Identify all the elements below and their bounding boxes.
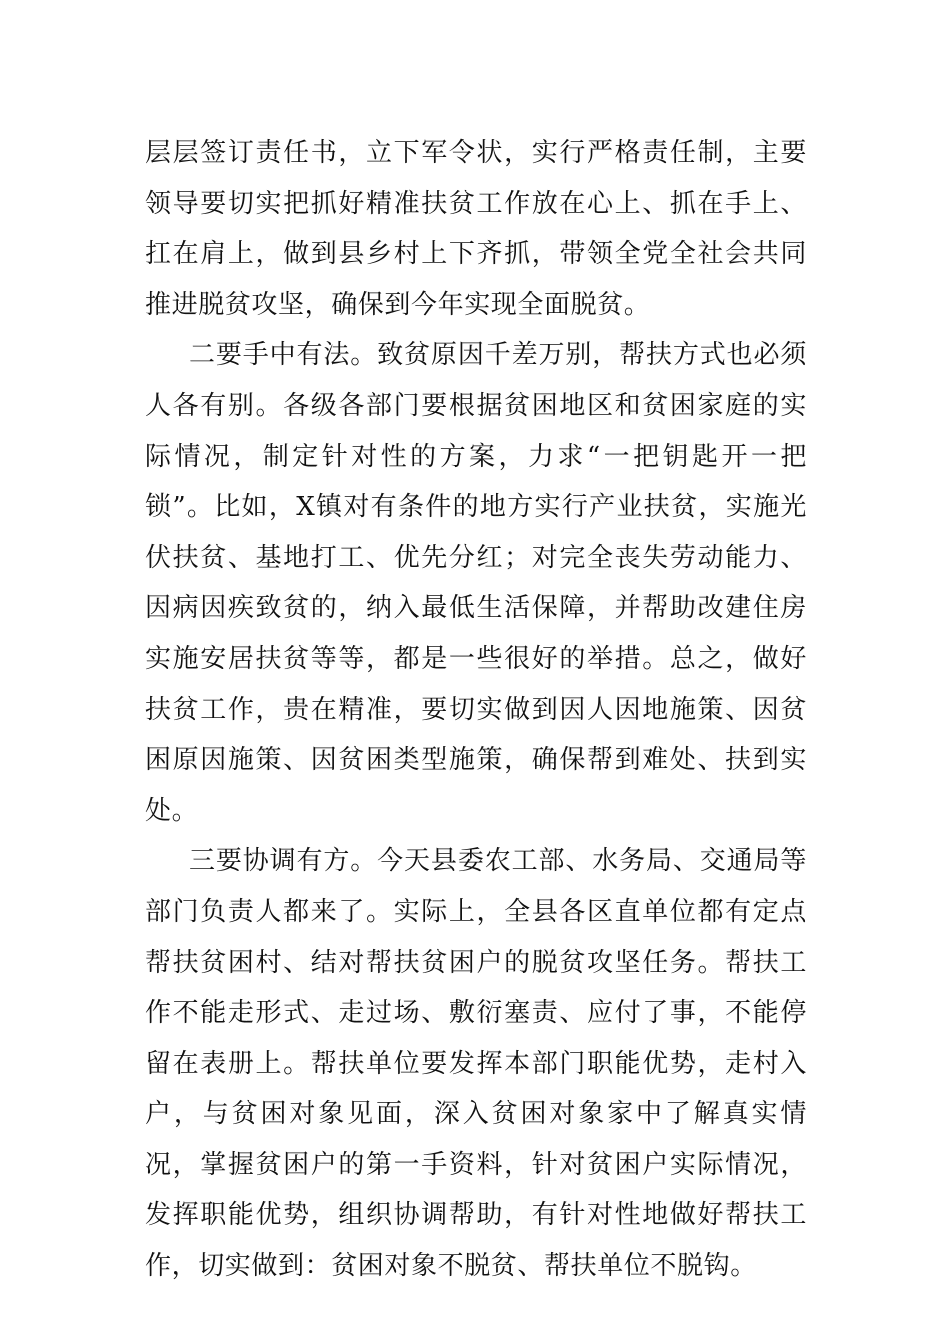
paragraph-method: 二要手中有法。致贫原因千差万别，帮扶方式也必须人各有别。各级各部门要根据贫困地区和贫困家庭的实际情况，制定针对性的方案，力求“一把钥匙开一把锁”。比如，X镇对有条件的地方实行产业扶贫，实施光伏扶贫、基地打工、优先分红；对完全丧失劳动能力、因病因疾致贫的，纳入最低生活保障，并帮助改建住房实施安居扶贫等等，都是一些很好的举措。总之，做好扶贫工作，贵在精准，要切实做到因人因地施策、因贫困原因施策、因贫困类型施策，确保帮到难处、扶到实处。 (145, 340, 807, 826)
paragraph-continuation: 层层签订责任书，立下军令状，实行严格责任制，主要领导要切实把抓好精准扶贫工作放在心上、抓在手上、扛在肩上，做到县乡村上下齐抓，带领全党全社会共同推进脱贫攻坚，确保到今年实现全面脱贫。 (145, 138, 807, 320)
document-body (145, 128, 807, 1292)
paragraph-coordination: 三要协调有方。今天县委农工部、水务局、交通局等部门负责人都来了。实际上，全县各区直单位都有定点帮扶贫困村、结对帮扶贫困户的脱贫攻坚任务。帮扶工作不能走形式、走过场、敷衍塞责、应付了事，不能停留在表册上。帮扶单位要发挥本部门职能优势，走村入户，与贫困对象见面，深入贫困对象家中了解真实情况，掌握贫困户的第一手资料，针对贫困户实际情况，发挥职能优势，组织协调帮助，有针对性地做好帮扶工作，切实做到：贫困对象不脱贫、帮扶单位不脱钩。 (145, 846, 807, 1282)
